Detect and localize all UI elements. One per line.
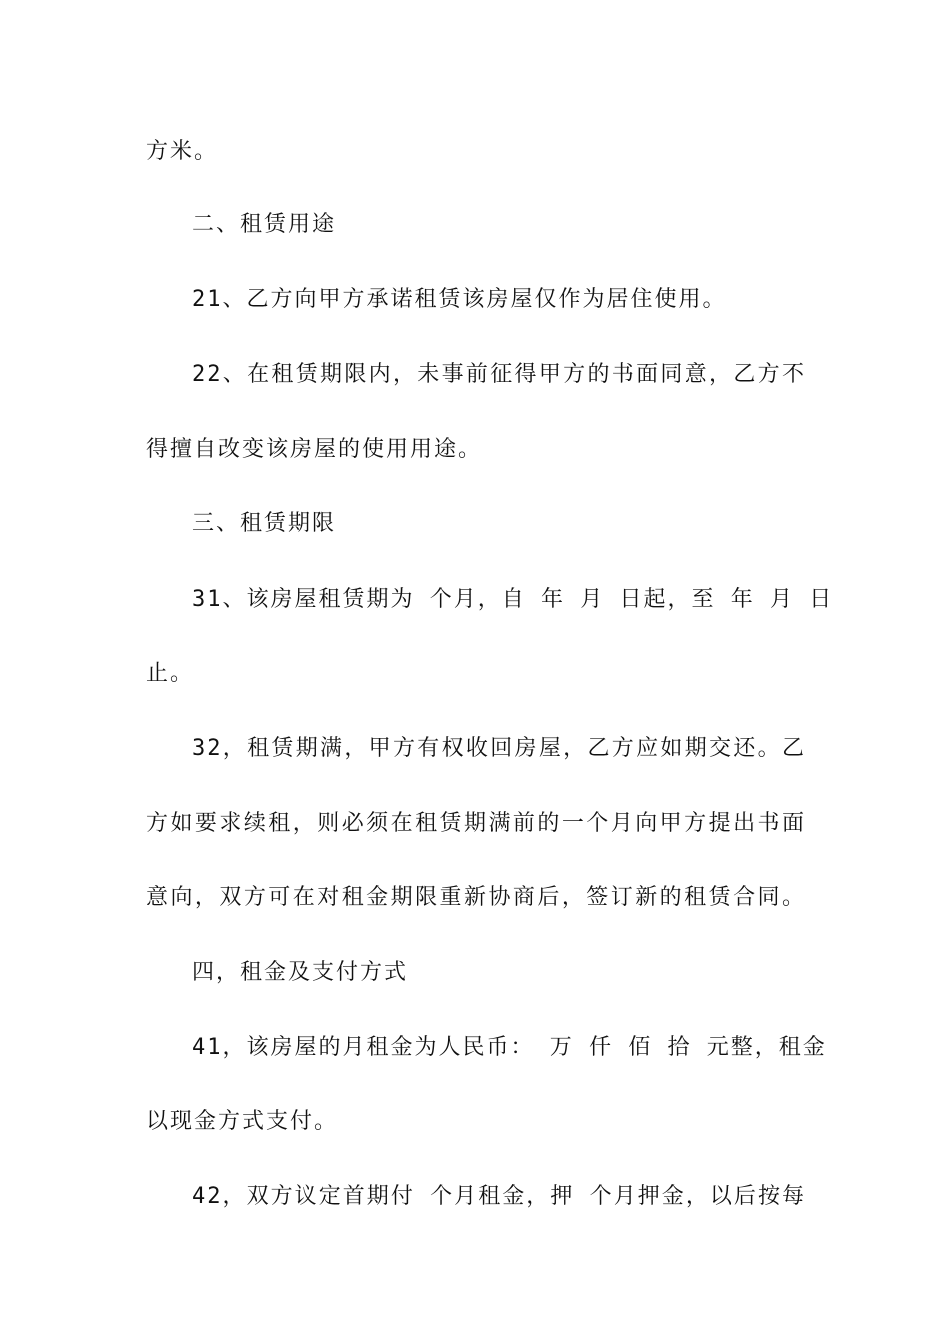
clause-line-continued: 意向，双方可在对租金期限重新协商后，签订新的租赁合同。: [146, 885, 806, 910]
clause-line: 42，双方议定首期付 个月租金，押 个月押金，以后按每: [192, 1184, 806, 1209]
clause-line-continued: 止。: [146, 661, 195, 686]
clause-line-continued: 方如要求续租，则必须在租赁期满前的一个月向甲方提出书面: [146, 811, 806, 836]
clause-line: 32，租赁期满，甲方有权收回房屋，乙方应如期交还。乙: [192, 736, 806, 761]
section-heading: 三、租赁期限: [192, 511, 337, 536]
clause-line: 22、在租赁期限内，未事前征得甲方的书面同意，乙方不: [192, 362, 806, 387]
clause-line: 31、该房屋租赁期为 个月，自 年 月 日起，至 年 月 日: [192, 587, 834, 612]
section-heading: 二、租赁用途: [192, 212, 337, 237]
clause-line: 41，该房屋的月租金为人民币： 万 仟 佰 拾 元整，租金: [192, 1035, 827, 1060]
section-heading: 四，租金及支付方式: [192, 960, 409, 985]
clause-line-continued: 以现金方式支付。: [146, 1109, 339, 1134]
clause-line: 21、乙方向甲方承诺租赁该房屋仅作为居住使用。: [192, 287, 727, 312]
clause-line-continued: 得擅自改变该房屋的使用用途。: [146, 437, 483, 462]
text-line: 方米。: [146, 139, 219, 164]
